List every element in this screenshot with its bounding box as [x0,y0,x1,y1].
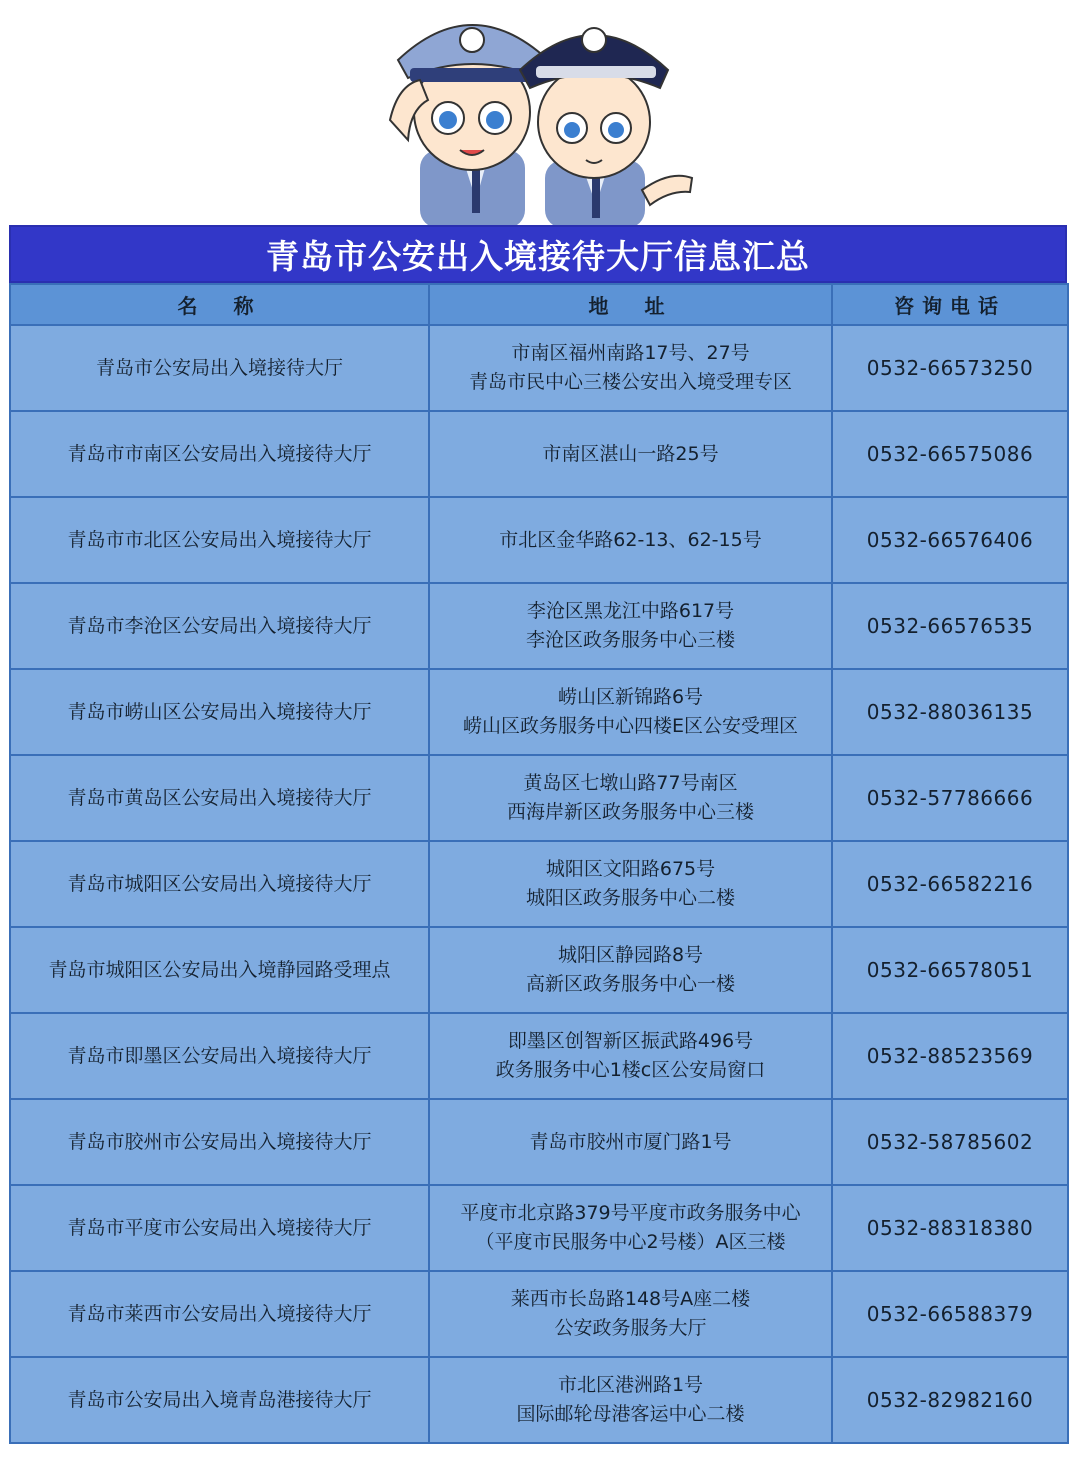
hall-name-cell: 青岛市公安局出入境青岛港接待大厅 [10,1357,429,1443]
address-line: 崂山区新锦路6号 [557,686,704,708]
address-line: 即墨区创智新区振武路496号 [507,1030,754,1052]
table-row [10,1013,1068,1099]
hall-address-cell [429,1271,832,1357]
table-row [10,411,1068,497]
hall-address-cell [429,927,832,1013]
address-line: 城阳区文阳路675号 [545,858,716,880]
table-header-row [10,284,1068,325]
hall-phone-cell: 0532-66576535 [832,583,1068,669]
address-line: 平度市北京路379号平度市政务服务中心 [460,1202,801,1224]
hall-address-cell [429,1357,832,1443]
table-row [10,927,1068,1013]
hall-phone-cell: 0532-66575086 [832,411,1068,497]
hall-name-cell: 青岛市胶州市公安局出入境接待大厅 [10,1099,429,1185]
address-line: 市南区湛山一路25号 [542,442,719,465]
address-line: 西海岸新区政务服务中心三楼 [506,801,754,823]
hall-phone-cell: 0532-58785602 [832,1099,1068,1185]
hall-address-cell [429,1099,832,1185]
address-line: 城阳区静园路8号 [557,944,704,966]
hall-address-cell [429,755,832,841]
address-line: 政务服务中心1楼c区公安局窗口 [495,1059,766,1081]
address-line: 高新区政务服务中心一楼 [525,973,735,995]
hall-name-cell: 青岛市黄岛区公安局出入境接待大厅 [10,755,429,841]
table-body [10,325,1068,1443]
hall-phone-cell: 0532-66573250 [832,325,1068,411]
hall-name-cell: 青岛市平度市公安局出入境接待大厅 [10,1185,429,1271]
table-row [10,841,1068,927]
hall-address-cell [429,325,832,411]
hall-phone-cell: 0532-66588379 [832,1271,1068,1357]
hall-phone-cell: 0532-88036135 [832,669,1068,755]
hall-address-cell [429,411,832,497]
column-header-address: 地 址 [429,284,832,325]
address-line: 李沧区黑龙江中路617号 [526,600,735,622]
hall-phone-cell: 0532-88523569 [832,1013,1068,1099]
address-line: 黄岛区七墩山路77号南区 [523,772,738,794]
hall-phone-cell: 0532-57786666 [832,755,1068,841]
table-row [10,497,1068,583]
hall-name-cell: 青岛市即墨区公安局出入境接待大厅 [10,1013,429,1099]
sheet-title: 青岛市公安出入境接待大厅信息汇总 [9,225,1067,283]
address-line: 青岛市民中心三楼公安出入境受理专区 [468,371,792,393]
hall-phone-cell: 0532-82982160 [832,1357,1068,1443]
column-header-phone: 咨询电话 [832,284,1068,325]
address-line: 国际邮轮母港客运中心二楼 [516,1403,745,1425]
table-row [10,755,1068,841]
hall-name-cell: 青岛市城阳区公安局出入境接待大厅 [10,841,429,927]
hall-phone-cell: 0532-66582216 [832,841,1068,927]
table-row [10,583,1068,669]
hall-name-cell: 青岛市城阳区公安局出入境静园路受理点 [10,927,429,1013]
hall-phone-cell: 0532-66578051 [832,927,1068,1013]
police-officers-icon [380,0,700,228]
hall-name-cell: 青岛市李沧区公安局出入境接待大厅 [10,583,429,669]
table-row [10,1099,1068,1185]
table-row [10,1271,1068,1357]
table-row [10,325,1068,411]
police-officers-illustration [380,0,700,228]
address-line: 城阳区政务服务中心二楼 [525,887,735,909]
hall-address-cell [429,1013,832,1099]
hall-address-cell [429,583,832,669]
hall-phone-cell: 0532-66576406 [832,497,1068,583]
hall-name-cell: 青岛市莱西市公安局出入境接待大厅 [10,1271,429,1357]
address-line: 崂山区政务服务中心四楼E区公安受理区 [462,715,798,737]
address-line: 李沧区政务服务中心三楼 [525,629,735,651]
info-sheet [9,225,1067,1444]
address-line: 公安政务服务大厅 [554,1317,707,1339]
hall-name-cell: 青岛市市南区公安局出入境接待大厅 [10,411,429,497]
hall-address-cell [429,497,832,583]
hall-address-cell [429,841,832,927]
table-row [10,1357,1068,1443]
address-line: 青岛市胶州市厦门路1号 [529,1130,732,1153]
hall-name-cell: 青岛市公安局出入境接待大厅 [10,325,429,411]
address-line: 市北区港洲路1号 [557,1374,704,1396]
hall-address-cell [429,669,832,755]
column-header-name: 名 称 [10,284,429,325]
hall-name-cell: 青岛市市北区公安局出入境接待大厅 [10,497,429,583]
address-line: 莱西市长岛路148号A座二楼 [510,1288,751,1310]
table-row [10,669,1068,755]
address-line: 市北区金华路62-13、62-15号 [499,528,762,551]
address-line: 市南区福州南路17号、27号 [511,342,750,364]
address-line: （平度市民服务中心2号楼）A区三楼 [475,1231,786,1253]
service-hall-table [9,283,1069,1444]
hall-name-cell: 青岛市崂山区公安局出入境接待大厅 [10,669,429,755]
hall-address-cell [429,1185,832,1271]
hall-phone-cell: 0532-88318380 [832,1185,1068,1271]
table-row [10,1185,1068,1271]
